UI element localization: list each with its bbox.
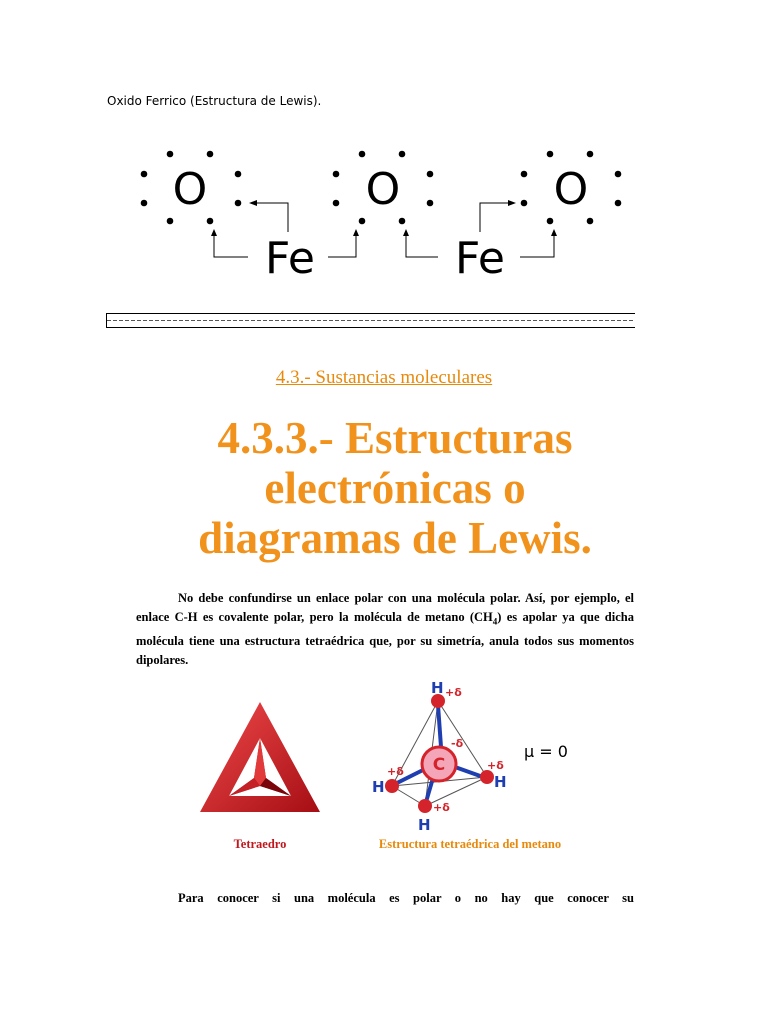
partial-charge-top: +δ xyxy=(445,686,462,699)
hydrogen-label-top: H xyxy=(431,679,444,697)
methane-diagram xyxy=(355,675,520,835)
oxygen-atom-2: O xyxy=(365,164,401,215)
paragraph-polar-check xyxy=(136,889,634,908)
partial-charge-right: +δ xyxy=(487,759,504,772)
oxygen-atom-3: O xyxy=(553,164,589,215)
dipole-moment-label: μ = 0 xyxy=(524,742,568,761)
paragraph-polarity xyxy=(136,589,634,670)
paragraph-text-part2: ) es apolar ya que dicha molécula tiene una estructura tetraédrica que, por su simetría, anula todos sus momentos dipolares. xyxy=(136,610,634,667)
section-divider xyxy=(106,313,635,328)
iron-atom-1: Fe xyxy=(265,233,315,280)
hydrogen-label-bottom: H xyxy=(418,816,431,834)
caption-tetrahedron: Tetraedro xyxy=(233,837,287,851)
hydrogen-label-left: H xyxy=(372,778,385,796)
lewis-structure-diagram xyxy=(130,140,630,280)
paragraph-text: Para conocer si una molécula es polar o no hay que conocer su xyxy=(178,891,634,905)
paragraph-text-part1: No debe confundirse un enlace polar con una molécula polar. Así, por ejemplo, el enlace C-H es covalente polar, pero la molécula de metano (CH xyxy=(136,591,634,624)
oxygen-atom-1: O xyxy=(172,164,208,215)
section-title xyxy=(150,413,640,563)
iron-atom-2: Fe xyxy=(455,233,505,280)
subscript-4: 4 xyxy=(492,616,498,627)
hydrogen-label-right: H xyxy=(494,773,507,791)
partial-charge-left: +δ xyxy=(387,765,404,778)
partial-charge-bottom: +δ xyxy=(433,801,450,814)
title-line-1: 4.3.3.- Estructuras xyxy=(217,413,573,463)
carbon-label: C xyxy=(432,755,446,775)
title-line-2: electrónicas o xyxy=(264,463,526,513)
figure-caption-lewis: Oxido Ferrico (Estructura de Lewis). xyxy=(107,94,322,108)
title-line-3: diagramas de Lewis. xyxy=(198,513,592,563)
partial-charge-carbon: -δ xyxy=(451,737,464,750)
caption-methane: Estructura tetraédrica del metano xyxy=(378,837,562,851)
section-link[interactable]: 4.3.- Sustancias moleculares xyxy=(275,367,493,388)
tetrahedron-image xyxy=(198,700,323,818)
